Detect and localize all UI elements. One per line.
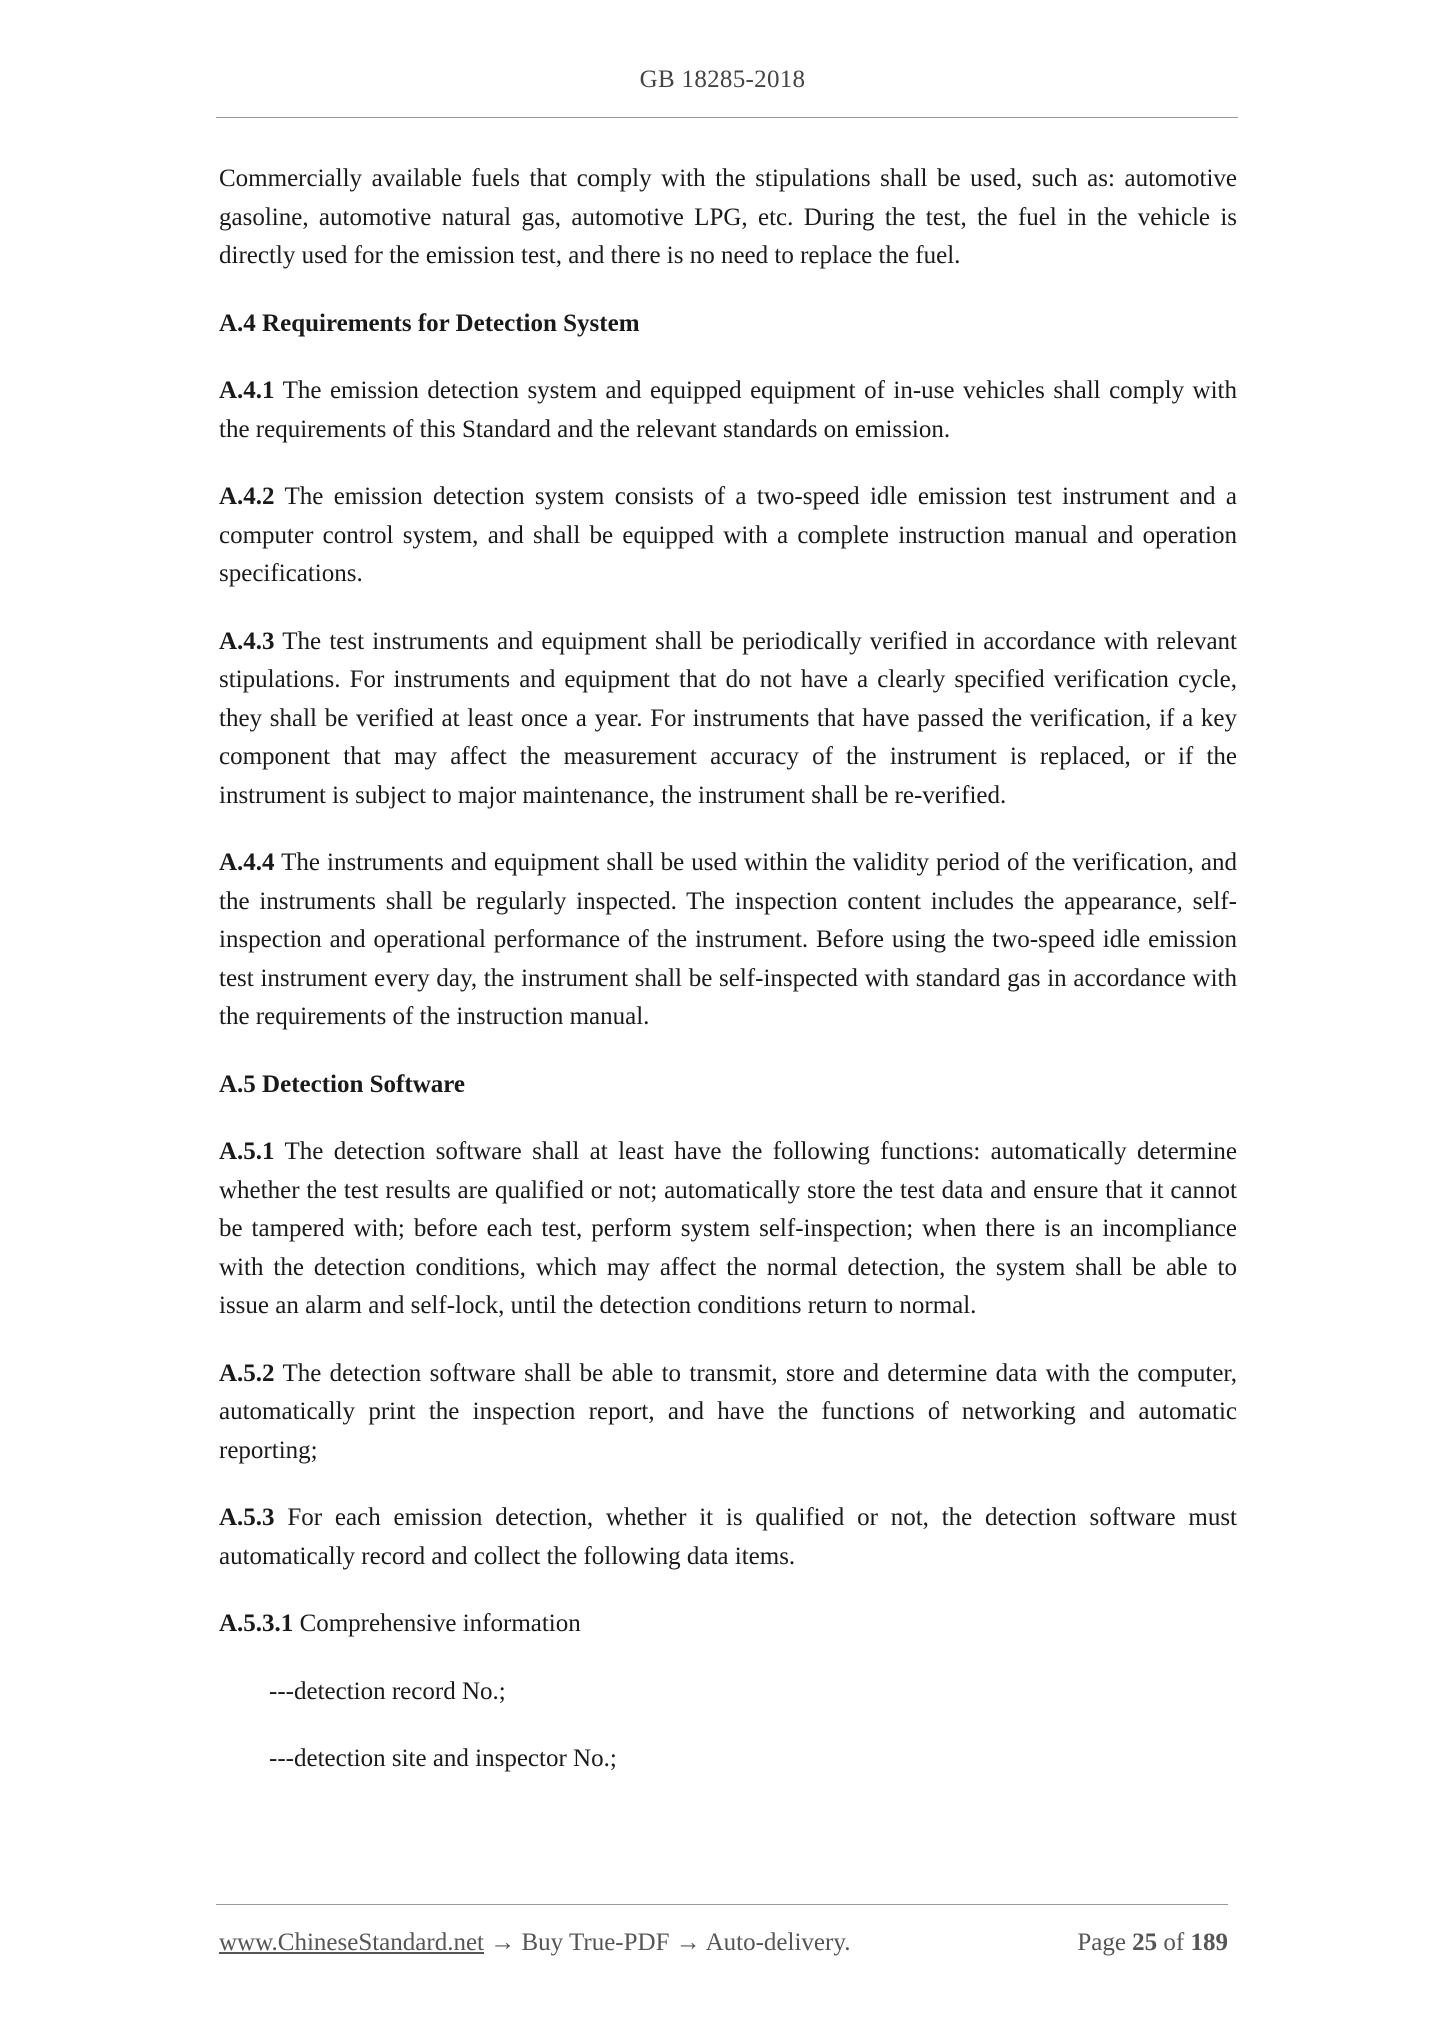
- list-item: ---detection site and inspector No.;: [269, 1745, 617, 1772]
- clause-text: Comprehensive information: [293, 1610, 581, 1637]
- clause-a-4-2: [219, 478, 1237, 594]
- clause-number: A.5.2: [219, 1359, 275, 1387]
- clause-text: The instruments and equipment shall be used within the validity period of the verification, and the instruments shall be regularly inspected. The inspection content includes the appearance, self-inspection and operational performance of the instrument. Before using the two-speed idle emission test instrument every day, the instrument shall be self-inspected with standard gas in accordance with the requirements of the instruction manual.: [219, 849, 1237, 1030]
- buy-text: Buy True-PDF: [521, 1929, 670, 1956]
- clause-text: For each emission detection, whether it is qualified or not, the detection software must automatically record and collect the following data items.: [219, 1504, 1237, 1570]
- clause-text: The detection software shall be able to transmit, store and determine data with the computer, automatically print the inspection report, and have the functions of networking and automatic reporting;: [219, 1359, 1237, 1464]
- of-label: of: [1157, 1929, 1191, 1956]
- clause-number: A.5.1: [219, 1138, 275, 1165]
- clause-text: The emission detection system consists of a two-speed idle emission test instrument and a computer control system, and shall be equipped with a complete instruction manual and operation specifications.: [219, 483, 1237, 587]
- page-header: GB 18285-2018: [639, 66, 806, 93]
- arrow-icon: →: [484, 1929, 522, 1956]
- clause-a-4-4: [219, 844, 1237, 1037]
- clause-a-5-3: [219, 1499, 1237, 1576]
- page-total: 189: [1190, 1929, 1228, 1956]
- auto-delivery-text: Auto-delivery.: [705, 1929, 851, 1956]
- clause-number: A.4.4: [219, 849, 275, 876]
- clause-a-4-3: [219, 623, 1237, 816]
- arrow-icon: →: [669, 1929, 706, 1956]
- clause-a-5-1: [219, 1133, 1237, 1326]
- clause-a-5-3-1: [219, 1605, 1237, 1644]
- footer-divider: [216, 1904, 1228, 1905]
- header-divider: [216, 117, 1238, 118]
- clause-number: A.5.3.1: [219, 1610, 294, 1637]
- clause-text: The test instruments and equipment shall be periodically verified in accordance with relevant stipulations. For instruments and equipment that do not have a clearly specified verification cycle, they shall be verified at least once a year. For instruments that have passed the verification, if a key component that may affect the measurement accuracy of the instrument is replaced, or if the instrument is subject to major maintenance, the instrument shall be re-verified.: [219, 627, 1237, 809]
- page-number: 25: [1132, 1929, 1158, 1956]
- footer-left: [219, 1926, 850, 1960]
- clause-a-4-1: [219, 372, 1237, 449]
- clause-text: The detection software shall at least have the following functions: automatically determine whether the test results are qualified or not; automatically store the test data and ensure that it cannot be tampered with; before each test, perform system self-inspection; when there is an incompliance with the detection conditions, which may affect the normal detection, the system shall be able to issue an alarm and self-lock, until the detection conditions return to normal.: [219, 1138, 1237, 1319]
- section-heading-a4: A.4 Requirements for Detection System: [219, 309, 640, 337]
- section-heading-a5: A.5 Detection Software: [219, 1070, 465, 1098]
- clause-number: A.5.3: [219, 1504, 275, 1531]
- page-label: Page: [1077, 1929, 1133, 1956]
- clause-number: A.4.3: [219, 627, 275, 655]
- clause-text: The emission detection system and equipped equipment of in-use vehicles shall comply with the requirements of this Standard and the relevant standards on emission.: [219, 377, 1237, 443]
- clause-number: A.4.2: [219, 483, 275, 510]
- clause-number: A.4.1: [219, 377, 275, 404]
- list-item: ---detection record No.;: [269, 1677, 506, 1705]
- page-indicator: [1077, 1926, 1228, 1960]
- paragraph-fuel: Commercially available fuels that comply with the stipulations shall be used, such as: automotive gasoline, automotive natural gas, automotive LPG, etc. During the test, the fuel in the vehicle is directly used for the emission test, and there is no need to replace the fuel.: [219, 165, 1237, 269]
- clause-a-5-2: [219, 1355, 1237, 1471]
- site-link[interactable]: www.ChineseStandard.net: [219, 1929, 484, 1956]
- document-body: [219, 160, 1237, 1808]
